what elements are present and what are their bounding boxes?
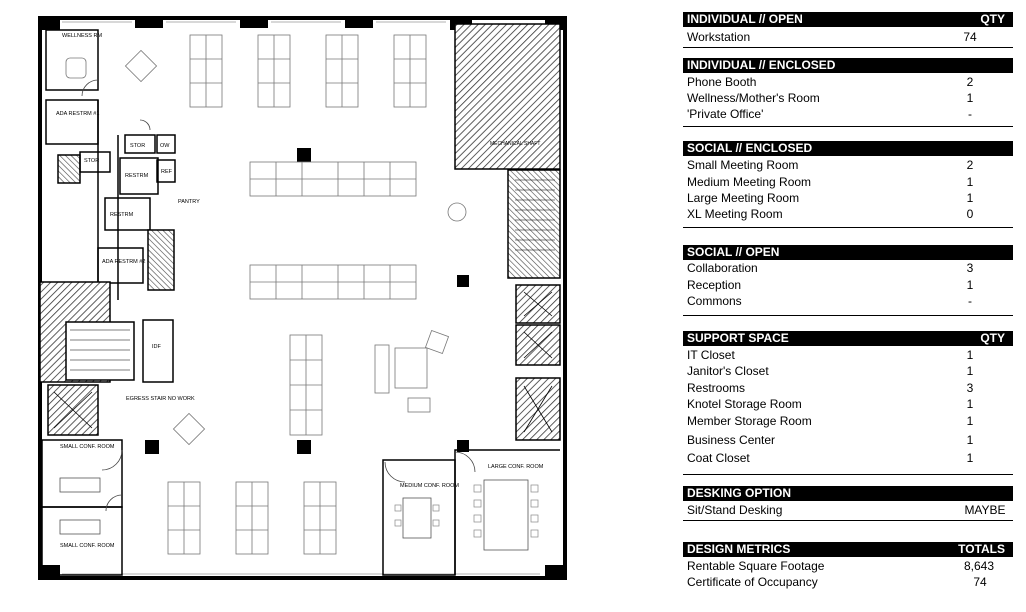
item-qty: 1 xyxy=(966,433,974,447)
list-item xyxy=(683,502,1013,518)
item-label: Knotel Storage Room xyxy=(687,397,802,411)
item-qty: - xyxy=(968,107,972,121)
list-item xyxy=(683,206,1013,222)
item-label: Janitor's Closet xyxy=(687,364,769,378)
item-qty: 1 xyxy=(966,278,974,292)
list-item xyxy=(683,558,1013,574)
item-label: Workstation xyxy=(687,30,751,44)
item-label: Coat Closet xyxy=(687,451,750,465)
item-qty: 3 xyxy=(966,261,974,275)
section-title: SOCIAL // ENCLOSED xyxy=(687,141,813,155)
section-header xyxy=(683,542,1013,557)
item-qty: 1 xyxy=(966,397,974,411)
list-item xyxy=(683,106,1013,122)
label-wellness: WELLNESS RM xyxy=(62,33,103,39)
label-ow: OW xyxy=(160,143,170,149)
label-stor1: STOR xyxy=(84,158,100,164)
list-item xyxy=(683,432,1013,448)
item-qty: - xyxy=(968,294,972,308)
item-label: IT Closet xyxy=(687,348,735,362)
item-qty: 8,643 xyxy=(963,559,995,573)
item-qty: 74 xyxy=(963,30,977,44)
item-label: Phone Booth xyxy=(687,75,757,89)
item-label: XL Meeting Room xyxy=(687,207,783,221)
label-egress: EGRESS STAIR NO WORK xyxy=(126,396,195,402)
label-small2: SMALL CONF. ROOM xyxy=(60,543,115,549)
item-label: Wellness/Mother's Room xyxy=(687,91,820,105)
section-header xyxy=(683,12,1013,27)
item-label: Member Storage Room xyxy=(687,414,812,428)
section-header xyxy=(683,245,1013,260)
list-item xyxy=(683,157,1013,173)
label-stor2: STOR xyxy=(130,143,146,149)
list-item xyxy=(683,574,1013,590)
list-item xyxy=(683,347,1013,363)
item-label: 'Private Office' xyxy=(687,107,764,121)
item-qty: 1 xyxy=(966,91,974,105)
label-pantry: PANTRY xyxy=(178,199,200,205)
item-label: Reception xyxy=(687,278,742,292)
item-qty: 2 xyxy=(966,75,974,89)
totals-header: TOTALS xyxy=(958,542,1005,556)
item-qty: 1 xyxy=(966,451,974,465)
label-restrm2: RESTRM xyxy=(110,212,134,218)
label-ada2: ADA RESTRM #2 xyxy=(102,259,146,265)
label-restrm1: RESTRM xyxy=(125,173,149,179)
item-qty: 1 xyxy=(966,191,974,205)
qty-header: QTY xyxy=(980,331,1005,345)
section-header xyxy=(683,331,1013,346)
item-label: Large Meeting Room xyxy=(687,191,800,205)
item-qty: 1 xyxy=(966,175,974,189)
item-qty: 1 xyxy=(966,414,974,428)
item-label: Sit/Stand Desking xyxy=(687,503,783,517)
item-label: Certificate of Occupancy xyxy=(687,575,818,589)
item-label: Collaboration xyxy=(687,261,758,275)
list-item xyxy=(683,450,1013,466)
item-qty: 3 xyxy=(966,381,974,395)
list-item xyxy=(683,74,1013,90)
qty-header: QTY xyxy=(980,12,1005,26)
item-qty: MAYBE xyxy=(964,503,1006,517)
section-title: INDIVIDUAL // ENCLOSED xyxy=(687,58,836,72)
item-qty: 1 xyxy=(966,348,974,362)
item-qty: 1 xyxy=(966,364,974,378)
label-medium: MEDIUM CONF. ROOM xyxy=(400,483,459,489)
item-label: Small Meeting Room xyxy=(687,158,799,172)
list-item xyxy=(683,363,1013,379)
label-ada1: ADA RESTRM #1 xyxy=(56,111,100,117)
list-item xyxy=(683,29,1013,45)
section-header xyxy=(683,141,1013,156)
section-title: DESKING OPTION xyxy=(687,486,792,500)
item-label: Commons xyxy=(687,294,742,308)
label-small1: SMALL CONF. ROOM xyxy=(60,444,115,450)
section-title: DESIGN METRICS xyxy=(687,542,791,556)
label-large: LARGE CONF. ROOM xyxy=(488,464,544,470)
item-qty: 0 xyxy=(966,207,974,221)
list-item xyxy=(683,90,1013,106)
list-item xyxy=(683,396,1013,412)
mech-label: MECHANICAL SHAFT xyxy=(490,141,541,147)
item-label: Restrooms xyxy=(687,381,746,395)
section-header xyxy=(683,486,1013,501)
section-title: SUPPORT SPACE xyxy=(687,331,789,345)
section-title: SOCIAL // OPEN xyxy=(687,245,780,259)
list-item xyxy=(683,380,1013,396)
list-item xyxy=(683,277,1013,293)
list-item xyxy=(683,413,1013,429)
list-item xyxy=(683,190,1013,206)
item-label: Rentable Square Footage xyxy=(687,559,825,573)
list-item xyxy=(683,293,1013,309)
label-idf: IDF xyxy=(152,344,161,350)
item-qty: 2 xyxy=(966,158,974,172)
item-qty: 74 xyxy=(973,575,987,589)
label-ref: REF xyxy=(161,169,172,175)
item-label: Business Center xyxy=(687,433,776,447)
list-item xyxy=(683,260,1013,276)
list-item xyxy=(683,174,1013,190)
section-title: INDIVIDUAL // OPEN xyxy=(687,12,803,26)
section-header xyxy=(683,58,1013,73)
item-label: Medium Meeting Room xyxy=(687,175,812,189)
